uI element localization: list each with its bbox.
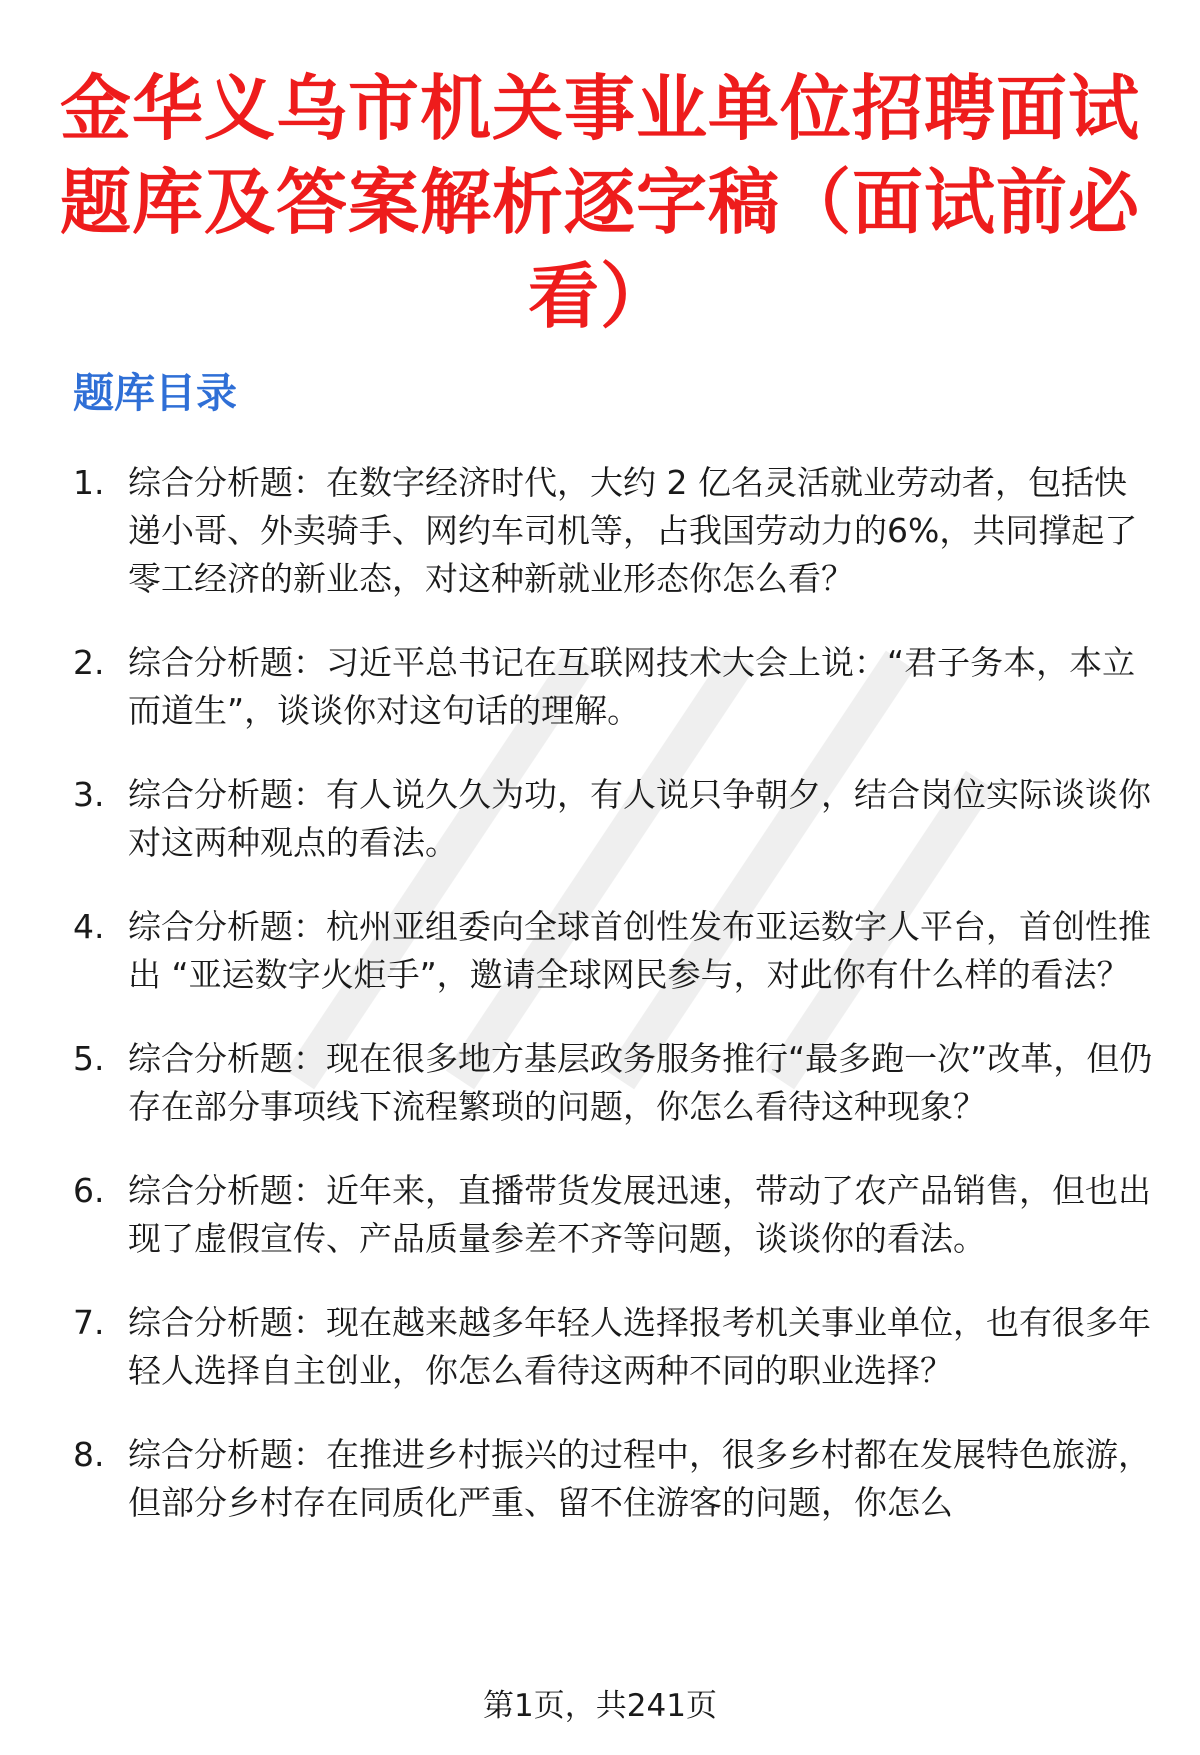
question-text: 综合分析题：习近平总书记在互联网技术大会上说：“君子务本，本立而道生”，谈谈你对这句话的理解。 <box>128 643 1136 730</box>
list-item <box>73 1299 1158 1395</box>
question-text: 综合分析题：现在越来越多年轻人选择报考机关事业单位，也有很多年轻人选择自主创业，你怎么看待这两种不同的职业选择？ <box>128 1303 1151 1390</box>
question-text: 综合分析题：杭州亚组委向全球首创性发布亚运数字人平台，首创性推出 “亚运数字火炬手”，邀请全球网民参与，对此你有什么样的看法？ <box>128 907 1151 994</box>
question-text: 综合分析题：近年来，直播带货发展迅速，带动了农产品销售，但也出现了虚假宣传、产品质量参差不齐等问题，谈谈你的看法。 <box>128 1171 1151 1258</box>
list-item <box>73 771 1158 867</box>
question-text: 综合分析题：在推进乡村振兴的过程中，很多乡村都在发展特色旅游，但部分乡村存在同质化严重、留不住游客的问题，你怎么 <box>128 1435 1151 1522</box>
question-number: 5. <box>73 1039 105 1078</box>
question-number: 2. <box>73 643 105 682</box>
list-item <box>73 1431 1158 1527</box>
question-list <box>73 459 1158 1563</box>
question-number: 7. <box>73 1303 105 1342</box>
toc-heading: 题库目录 <box>73 369 237 417</box>
question-text: 综合分析题：现在很多地方基层政务服务推行“最多跑一次”改革，但仍存在部分事项线下流程繁琐的问题，你怎么看待这种现象？ <box>128 1039 1153 1126</box>
question-number: 4. <box>73 907 105 946</box>
question-number: 8. <box>73 1435 105 1474</box>
question-number: 1. <box>73 463 105 502</box>
page-footer: 第1页，共241页 <box>483 1688 717 1724</box>
question-text: 综合分析题：在数字经济时代，大约 2 亿名灵活就业劳动者，包括快递小哥、外卖骑手、网约车司机等，占我国劳动力的6%，共同撑起了零工经济的新业态，对这种新就业形态你怎么看？ <box>128 463 1138 598</box>
list-item <box>73 1035 1158 1131</box>
list-item <box>73 459 1158 603</box>
list-item <box>73 1167 1158 1263</box>
question-number: 6. <box>73 1171 105 1210</box>
question-number: 3. <box>73 775 105 814</box>
list-item <box>73 639 1158 735</box>
question-text: 综合分析题：有人说久久为功，有人说只争朝夕，结合岗位实际谈谈你对这两种观点的看法。 <box>128 775 1151 862</box>
list-item <box>73 903 1158 999</box>
document-title: 金华义乌市机关事业单位招聘面试题库及答案解析逐字稿（面试前必看） <box>60 67 1141 338</box>
